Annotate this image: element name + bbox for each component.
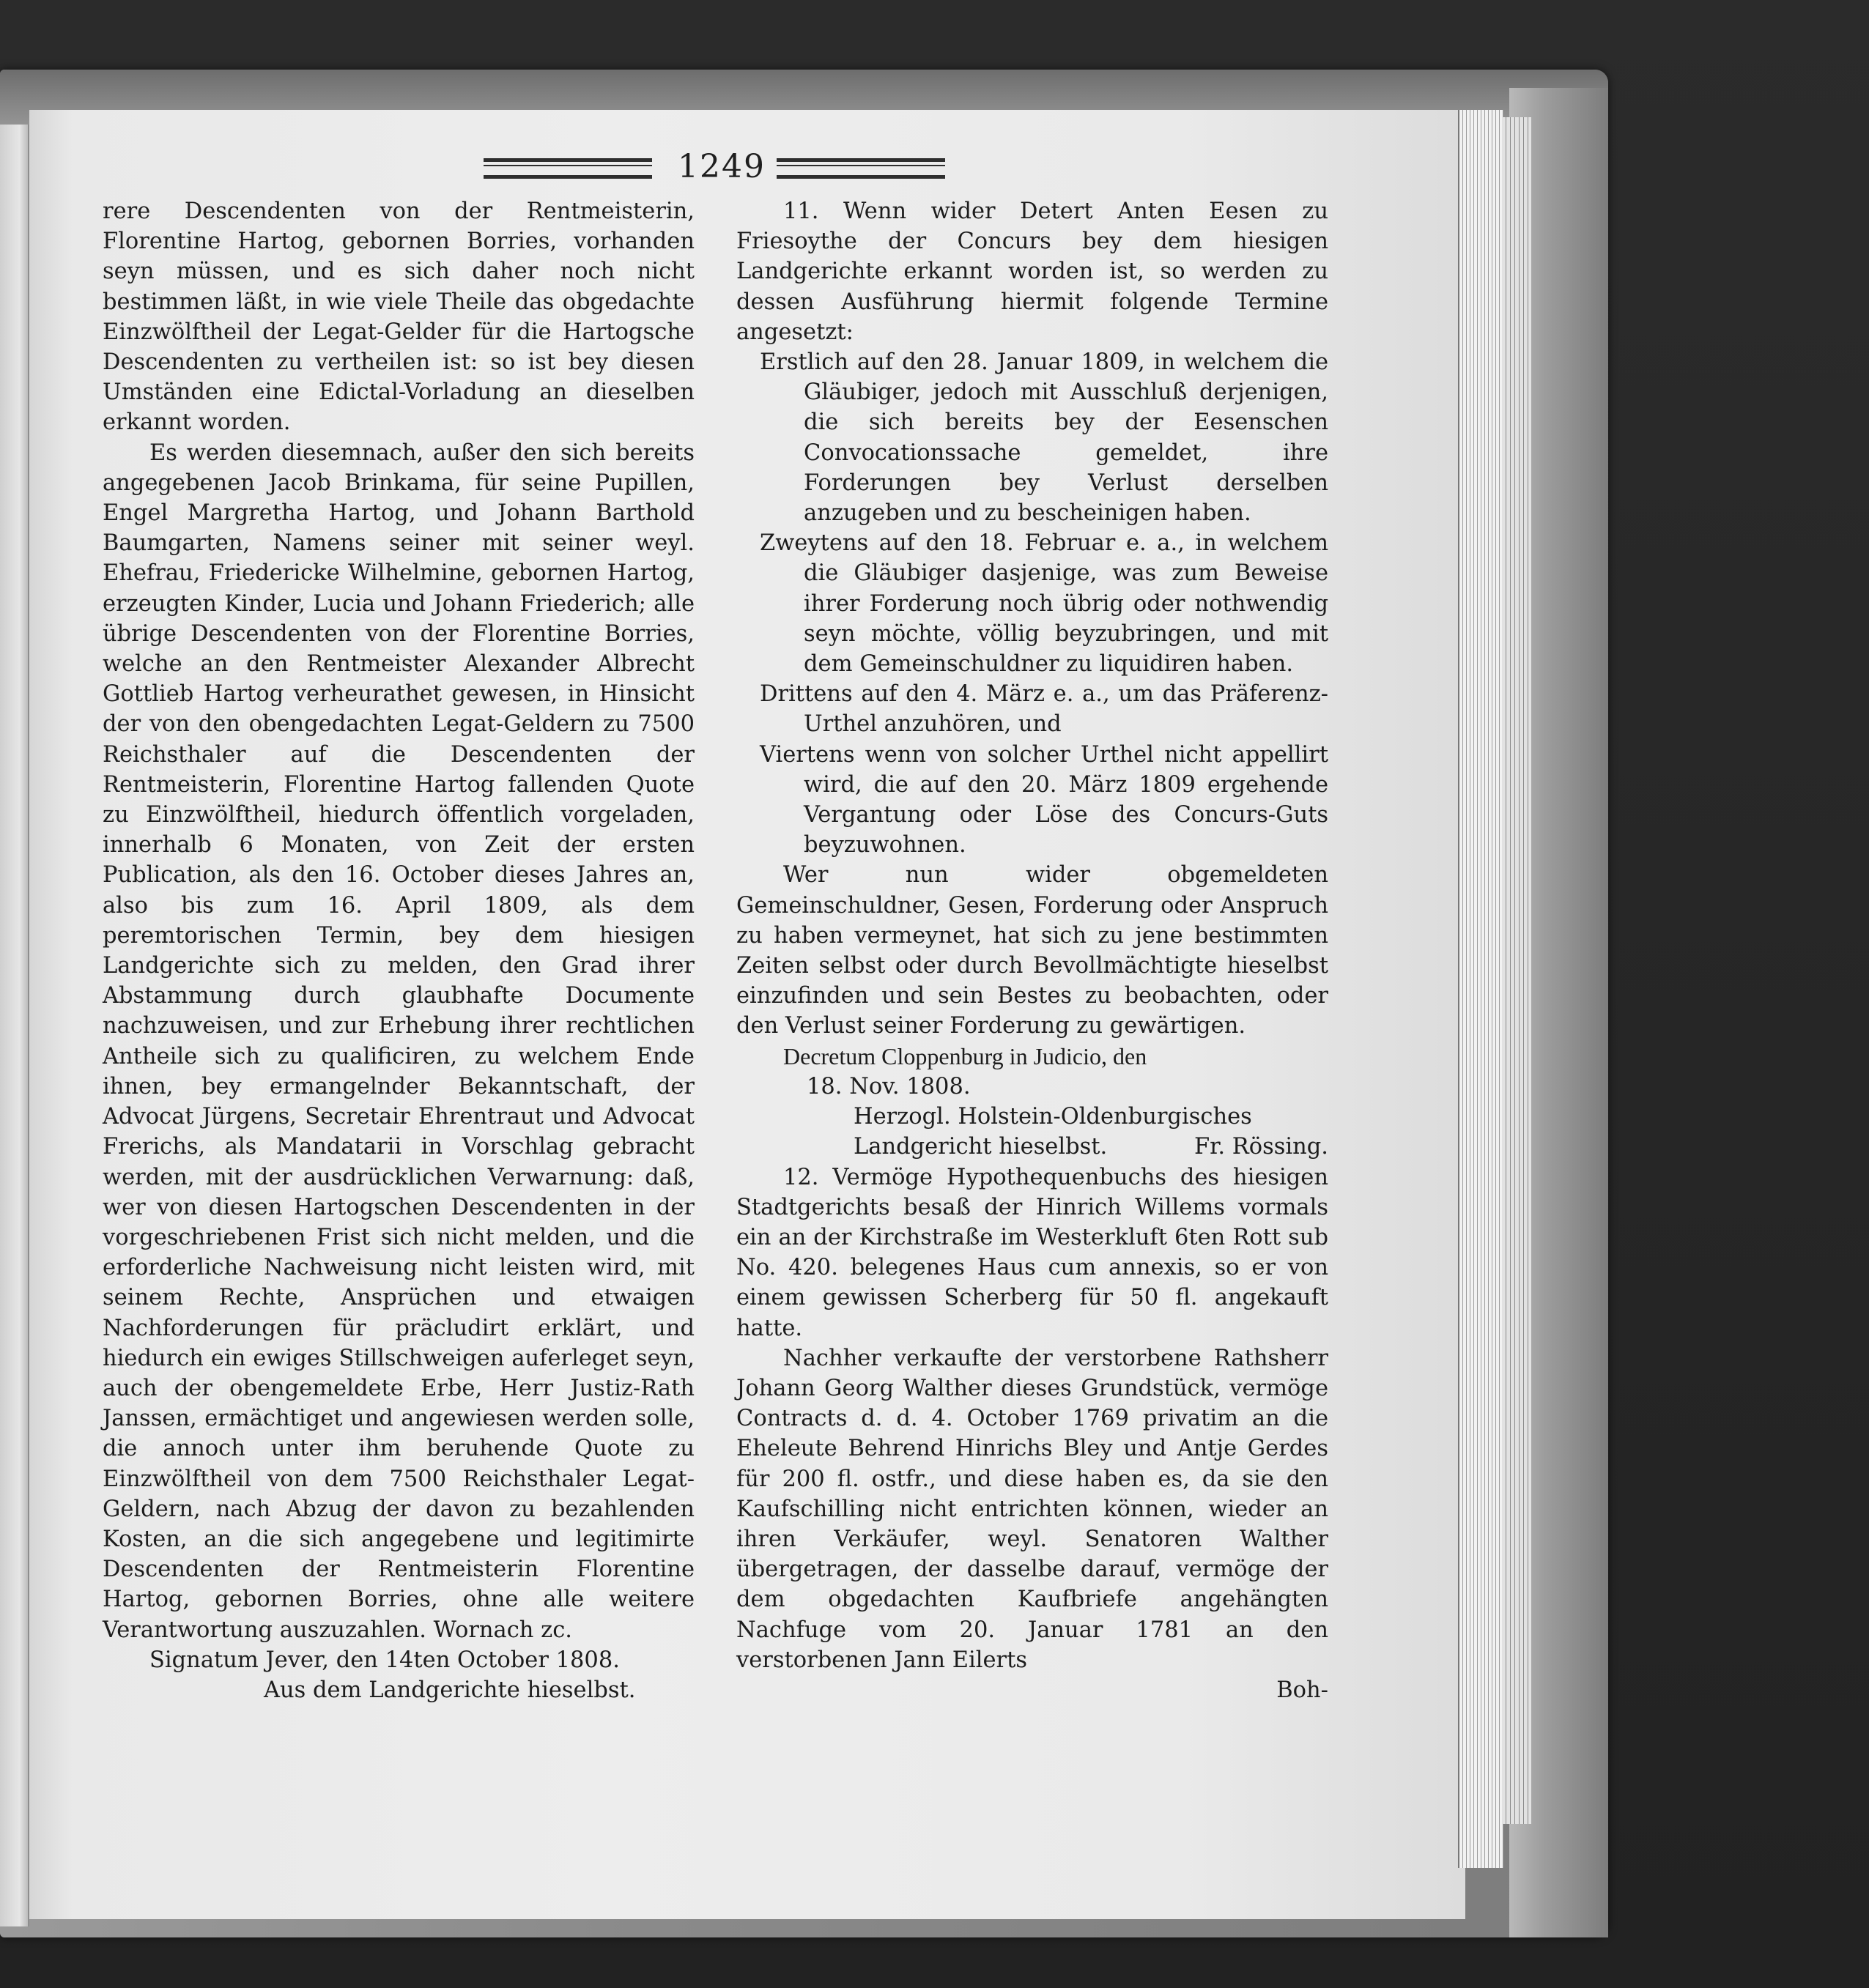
term-second: Zweytens auf den 18. Februar e. a., in welchem die Gläubiger dasjenige, was zum Beweise ihrer Forderung noch übrig oder nothwendig seyn möchte, völlig beyzubringen, und mit dem Gemeinschuldner zu liquidiren haben. (760, 530, 1328, 678)
header-rule-left (484, 158, 652, 179)
court-line-1: Herzogl. Holstein-Oldenburgisches (854, 1104, 1252, 1130)
header-rule-right (777, 158, 945, 179)
term-third: Drittens auf den 4. März e. a., um das Präferenz-Urthel anzuhören, und (760, 681, 1328, 738)
term-first: Erstlich auf den 28. Januar 1809, in welchem die Gläubiger, jedoch mit Ausschluß derjenigen, die sich bereits bey der Eesenschen Convocationssache gemeldet, ihre Forderungen bey Verlust derselben anzugeben und zu bescheinigen haben. (760, 349, 1328, 527)
decree-line-2: 18. Nov. 1808. (807, 1073, 971, 1099)
item-12-paragraph-1: 12. Vermöge Hypothequenbuchs des hiesigen Stadtgerichts besaß der Hinrich Willems vormals ein an der Kirchstraße im Westerkluft 6ten Rott sub No. 420. belegenes Haus cum annexis, so er von einem gewissen Scherberg für 50 fl. angekauft hatte. (736, 1164, 1328, 1341)
court-line-2-row (736, 1132, 1328, 1162)
signature-line: Signatum Jever, den 14ten October 1808. (149, 1647, 620, 1673)
left-paragraph-1: rere Descendenten von der Rentmeisterin, Florentine Hartog, gebornen Borries, vorhanden seyn müssen, und es sich daher noch nicht bestimmen läßt, in wie viele Theile das obgedachte Einzwölftheil der Legat-Gelder für die Hartogsche Descendenten zu vertheilen ist: so ist bey diesen Umständen eine Edictal-Vorladung an dieselben erkannt worden. (103, 199, 695, 436)
item-11-intro: 11. Wenn wider Detert Anten Eesen zu Friesoythe der Concurs bey dem hiesigen Landgerichte erkannt worden ist, so werden zu dessen Ausführung hiermit folgende Termine angesetzt: (736, 199, 1328, 345)
left-column (103, 196, 695, 1705)
decree-line-1: Decretum Cloppenburg in Judicio, den (783, 1042, 1147, 1069)
facing-page-edge (0, 125, 29, 1926)
court-line-2: Landgericht hieselbst. (854, 1134, 1108, 1160)
page-header (476, 148, 960, 188)
issuer-line: Aus dem Landgerichte hieselbst. (264, 1677, 636, 1703)
left-paragraph-2: Es werden diesemnach, außer den sich bereits angegebenen Jacob Brinkama, für seine Pupillen, Engel Margretha Hartog, und Johann Barthold Baumgarten, Namens seiner mit seiner weyl. Ehefrau, Friedericke Wilhelmine, gebornen Hartog, erzeugten Kinder, Lucia und Johann Friederich; alle übrige Descendenten von der Florentine Borries, welche an den Rentmeister Alexander Albrecht Gottlieb Hartog verheurathet gewesen, in Hinsicht der von den obengedachten Legat-Geldern zu 7500 Reichsthaler auf die Descendenten der Rentmeisterin, Florentine Hartog fallenden Quote zu Einzwölftheil, hiedurch öffentlich vorgeladen, innerhalb 6 Monaten, von Zeit der ersten Publication, als den 16. October dieses Jahres an, also bis zum 16. April 1809, als dem peremtorischen Termin, bey dem hiesigen Landgerichte sich zu melden, den Grad ihrer Abstammung durch glaubhafte Documente nachzuweisen, und zur Erhebung ihrer rechtlichen Antheile sich zu qualificiren, zu welchem Ende ihnen, bey ermangelnder Bekanntschaft, der Advocat Jürgens, Secretair Ehrentraut und Advocat Frerichs, als Mandatarii in Vorschlag gebracht werden, mit der ausdrücklichen Verwarnung: daß, wer von diesen Hartogschen Descendenten in der vorgeschriebenen Frist sich nicht melden, und die erforderliche Nachweisung nicht leisten wird, mit seinem Rechte, Ansprüchen und etwaigen Nachforderungen für präcludirt erklärt, und hiedurch ein ewiges Stillschweigen auferleget seyn, auch der obengemeldete Erbe, Herr Justiz-Rath Janssen, ermächtiget und angewiesen werden solle, die annoch unter ihm beruhende Quote zu Einzwölftheil von dem 7500 Reichsthaler Legat-Geldern, nach Abzug der davon zu bezahlenden Kosten, an die sich angegebene und legitimirte Descendenten der Rentmeisterin Florentine Hartog, gebornen Borries, ohne alle weitere Verantwortung auszuzahlen. Wornach zc. (103, 439, 695, 1643)
page-number: 1249 (678, 148, 766, 185)
term-fourth: Viertens wenn von solcher Urthel nicht appellirt wird, die auf den 20. März 1809 ergehende Vergantung oder Löse des Concurs-Guts beyzuwohnen. (760, 741, 1328, 858)
page-stack-edges-outer (1502, 117, 1531, 1824)
page-stack-edges (1458, 110, 1503, 1868)
item-12-paragraph-2: Nachher verkaufte der verstorbene Rathsherr Johann Georg Walther dieses Grundstück, vermöge Contracts d. d. 4. October 1769 privatim an die Eheleute Behrend Hinrichs Bley und Antje Gerdes für 200 fl. ostfr., und diese haben es, da sie den Kaufschilling nicht entrichten können, wieder an ihren Verkäufer, weyl. Senatoren Walther übergetragen, der dasselbe darauf, vermöge der dem obgedachten Kaufbriefe angehängten Nachfuge vom 20. Januar 1781 an den verstorbenen Jann Eilerts (736, 1345, 1328, 1673)
warning-paragraph: Wer nun wider obgemeldeten Gemeinschuldner, Gesen, Forderung oder Anspruch zu haben vermeynet, hat sich zu jene bestimmten Zeiten selbst oder durch Bevollmächtigte hieselbst einzufinden und sein Bestes zu beobachten, oder den Verlust seiner Forderung zu gewärtigen. (736, 862, 1328, 1039)
right-column (736, 196, 1328, 1705)
court-signer: Fr. Rössing. (1193, 1134, 1328, 1160)
catchword: Boh- (1276, 1677, 1328, 1703)
